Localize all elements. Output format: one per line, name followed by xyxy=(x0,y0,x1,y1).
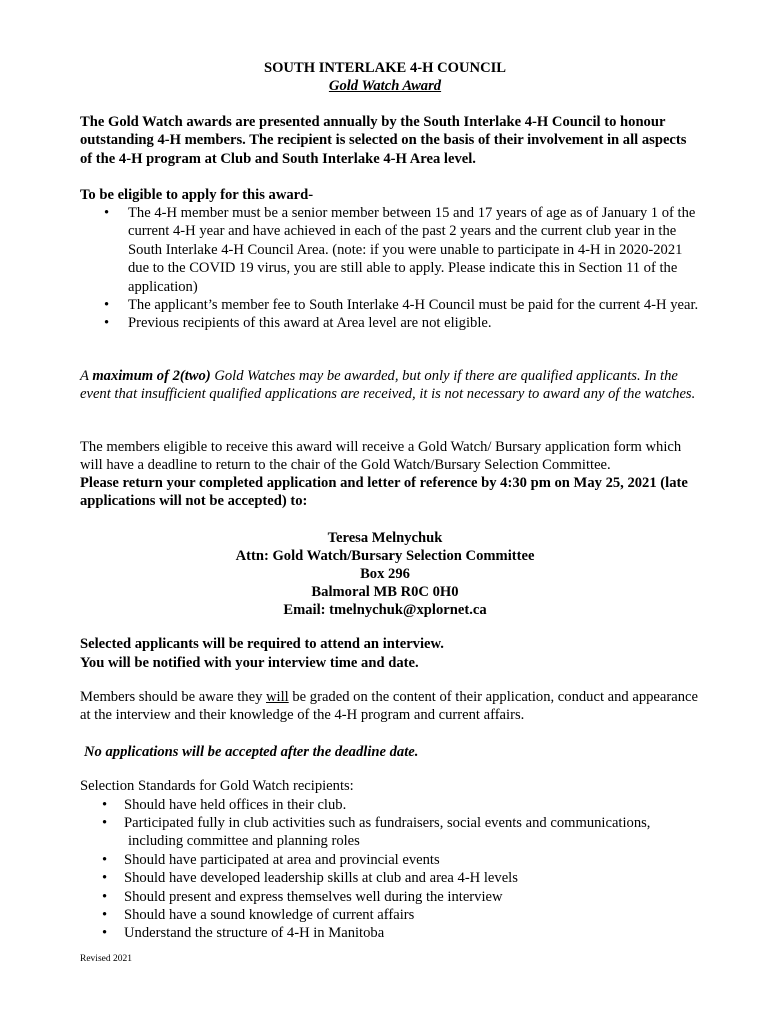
list-item: • Previous recipients of this award at Area level are not eligible. xyxy=(104,315,492,332)
bullet-icon: • xyxy=(102,925,108,942)
address-city: Balmoral MB R0C 0H0 xyxy=(311,584,459,600)
list-item: • Understand the structure of 4-H in Manitoba xyxy=(102,925,385,942)
intro-paragraph: The Gold Watch awards are presented annually by the South Interlake 4-H Council to honour outstanding 4-H members. The recipient is selected on the basis of their involvement in all aspects of the 4-H program at Club and South Interlake 4-H Area level. xyxy=(80,114,687,167)
bullet-icon: • xyxy=(104,297,110,314)
address-email[interactable]: Email: tmelnychuk@xplornet.ca xyxy=(283,602,487,618)
list-item: • Participated fully in club activities such as fundraisers, social events and communications, including committee and planning roles xyxy=(102,814,651,850)
return-paragraph: Please return your completed application and letter of reference by 4:30 pm on May 25, 2021 (late applications will not be accepted) to: xyxy=(80,475,688,510)
bullet-icon: • xyxy=(104,205,110,221)
standards-heading: Selection Standards for Gold Watch recipients: xyxy=(80,778,354,794)
members-paragraph: The members eligible to receive this award will receive a Gold Watch/ Bursary application form which will have a deadline to return to the chair of the Gold Watch/Bursary Selection Committee. xyxy=(80,439,682,474)
graded-paragraph: Members should be aware they will be graded on the content of their application, conduct and appearance at the interview and their knowledge of the 4-H program and current affairs. xyxy=(80,689,698,724)
bullet-icon: • xyxy=(102,870,108,887)
eligibility-list xyxy=(80,204,705,333)
maximum-paragraph: A maximum of 2(two) Gold Watches may be awarded, but only if there are qualified applicants. In the event that insufficient qualified applications are received, it is not necessary to award any of the watches. xyxy=(80,368,696,403)
list-item: • Should present and express themselves well during the interview xyxy=(102,888,503,905)
eligibility-heading: To be eligible to apply for this award- xyxy=(80,187,314,203)
list-item: • Should have developed leadership skills at club and area 4-H levels xyxy=(102,870,518,887)
bullet-icon: • xyxy=(102,851,108,868)
list-item: • The 4-H member must be a senior member between 15 and 17 years of age as of January 1 of the current 4-H year and have achieved in each of the past 2 years and the current club year in the South Interlake 4-H Council Area. (note: if you were unable to participate in 4-H in 2020-2021 due to the COVID 19 virus, you are still able to apply. Please indicate this in Section 11 of the application) xyxy=(104,205,696,295)
org-title: SOUTH INTERLAKE 4-H COUNCIL xyxy=(263,60,507,76)
interview-line-1: Selected applicants will be required to attend an interview. xyxy=(80,636,444,652)
address-name: Teresa Melnychuk xyxy=(327,530,443,546)
list-item: • Should have held offices in their club. xyxy=(102,796,347,813)
interview-line-2: You will be notified with your interview time and date. xyxy=(80,655,419,671)
bullet-icon: • xyxy=(102,796,108,813)
list-item: • The applicant’s member fee to South Interlake 4-H Council must be paid for the current 4-H year. xyxy=(104,297,699,314)
revision-note: Revised 2021 xyxy=(80,954,132,964)
standards-list xyxy=(80,796,705,943)
address-box: Box 296 xyxy=(360,566,410,582)
bullet-icon: • xyxy=(102,906,108,923)
bullet-icon: • xyxy=(104,315,110,332)
list-item: • Should have participated at area and provincial events xyxy=(102,851,440,868)
bullet-icon: • xyxy=(102,888,108,905)
list-item: • Should have a sound knowledge of current affairs xyxy=(102,906,415,923)
deadline-notice: No applications will be accepted after the deadline date. xyxy=(84,744,419,760)
address-attn: Attn: Gold Watch/Bursary Selection Committee xyxy=(235,548,535,564)
award-title: Gold Watch Award xyxy=(328,78,442,94)
bullet-icon: • xyxy=(102,814,108,831)
